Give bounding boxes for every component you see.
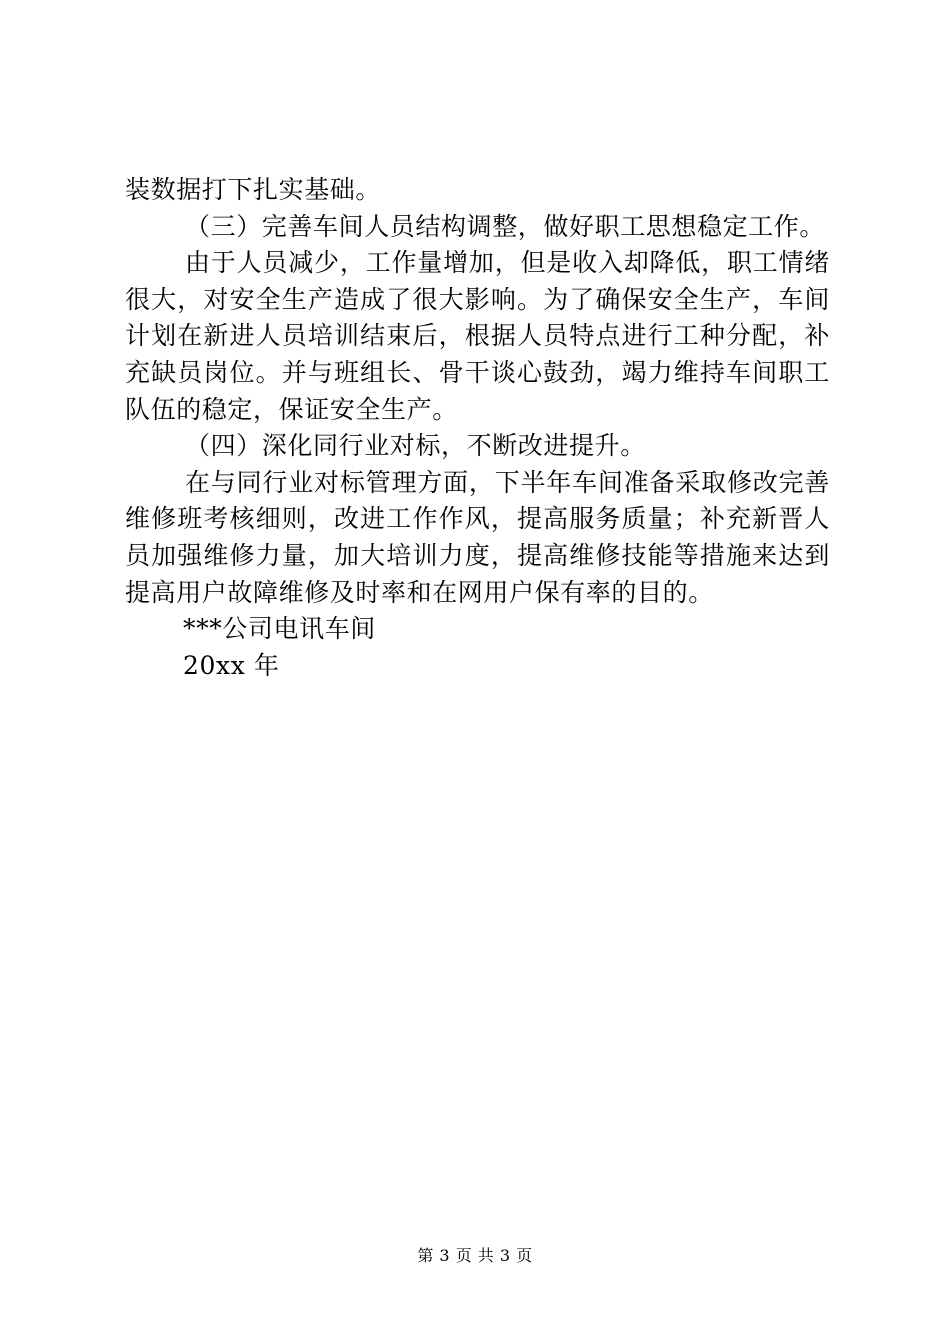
paragraph-staffing: 由于人员减少，工作量增加，但是收入却降低，职工情绪很大，对安全生产造成了很大影响。为了确保安全生产，车间计划在新进人员培训结束后，根据人员特点进行工种分配，补充缺员岗位。并与班组长、骨干谈心鼓劲，竭力维持车间职工队伍的稳定，保证安全生产。 [125, 248, 830, 424]
signature-date: 20xx 年 [183, 650, 280, 680]
document-body [125, 172, 830, 684]
paragraph-benchmarking: 在与同行业对标管理方面，下半年车间准备采取修改完善维修班考核细则，改进工作作风，提高服务质量；补充新晋人员加强维修力量，加大培训力度，提高维修技能等措施来达到提高用户故障维修及时率和在网用户保有率的目的。 [125, 467, 830, 607]
signature-organization: ***公司电讯车间 [183, 614, 376, 644]
section-heading-four: （四）深化同行业对标，不断改进提升。 [185, 431, 646, 461]
paragraph-continuation: 装数据打下扎实基础。 [125, 175, 382, 204]
section-heading-three: （三）完善车间人员结构调整，做好职工思想稳定工作。 [185, 211, 826, 241]
page-number-footer: 第 3 页 共 3 页 [417, 1246, 533, 1265]
